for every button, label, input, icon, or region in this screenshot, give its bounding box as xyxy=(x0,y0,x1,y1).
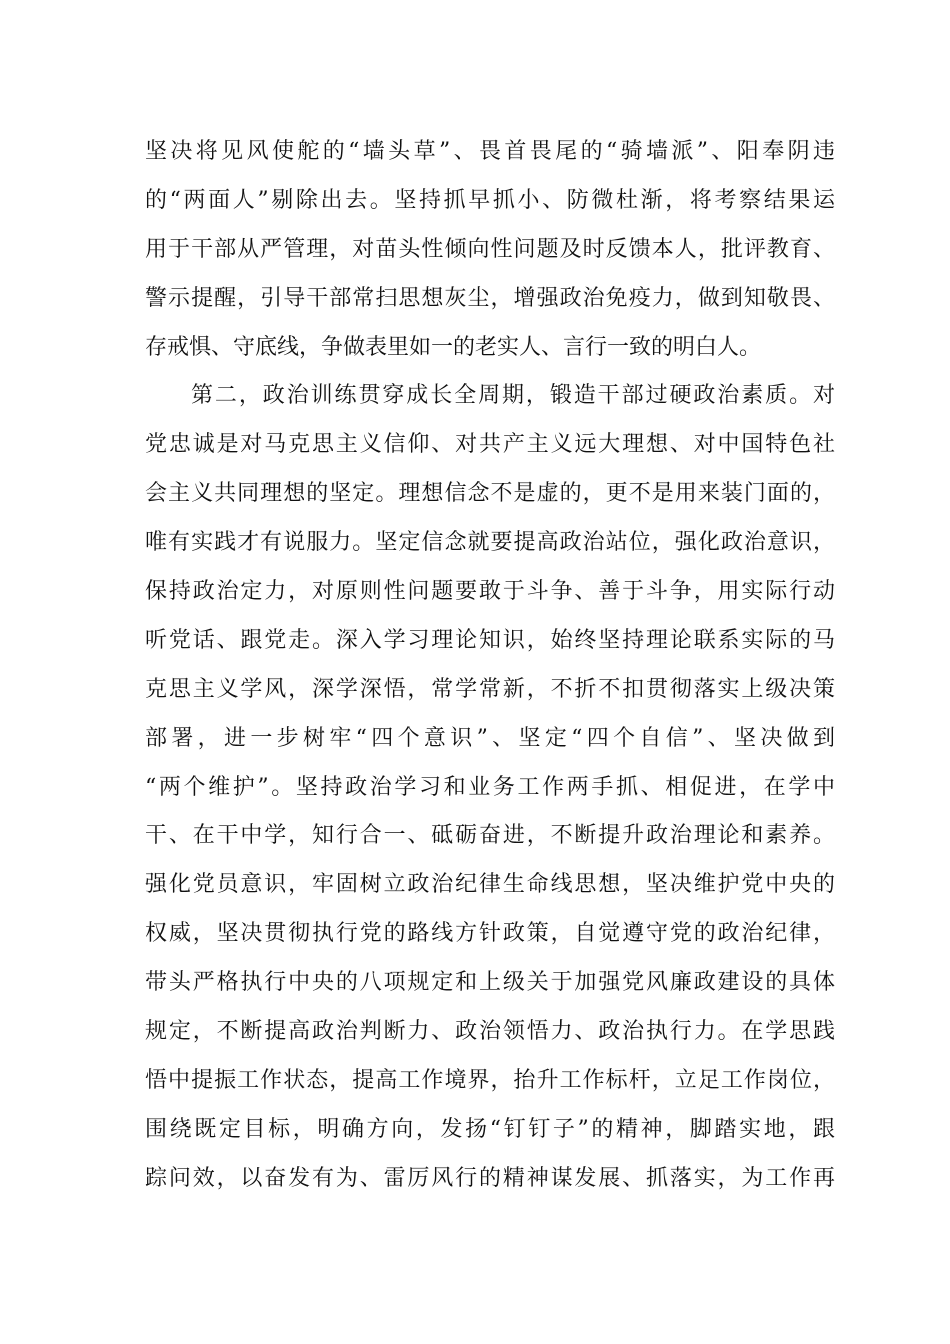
text-line: 强化党员意识，牢固树立政治纪律生命线思想，坚决维护党中央的 xyxy=(145,872,835,898)
text-line: 规定，不断提高政治判断力、政治领悟力、政治执行力。在学思践 xyxy=(145,1019,835,1045)
text-line: 的“两面人”剔除出去。坚持抓早抓小、防微杜渐，将考察结果运 xyxy=(145,187,835,213)
text-line: 踪问效，以奋发有为、雷厉风行的精神谋发展、抓落实，为工作再 xyxy=(145,1165,835,1191)
text-line: 警示提醒，引导干部常扫思想灰尘，增强政治免疫力，做到知敬畏、 xyxy=(145,285,835,311)
paragraph-start-line: 第二，政治训练贯穿成长全周期，锻造干部过硬政治素质。对 xyxy=(191,383,835,409)
text-line: 用于干部从严管理，对苗头性倾向性问题及时反馈本人，批评教育、 xyxy=(145,236,835,262)
text-line: 听党话、跟党走。深入学习理论知识，始终坚持理论联系实际的马 xyxy=(145,627,835,653)
text-line: 权威，坚决贯彻执行党的路线方针政策，自觉遵守党的政治纪律， xyxy=(145,921,835,947)
body-text xyxy=(145,128,835,1204)
text-line: 克思主义学风，深学深悟，常学常新，不折不扣贯彻落实上级决策 xyxy=(145,676,835,702)
text-line: “两个维护”。坚持政治学习和业务工作两手抓、相促进，在学中 xyxy=(145,774,835,800)
paragraph-end-line: 存戒惧、守底线，争做表里如一的老实人、言行一致的明白人。 xyxy=(145,334,762,360)
text-line: 唯有实践才有说服力。坚定信念就要提高政治站位，强化政治意识， xyxy=(145,530,835,556)
text-line: 保持政治定力，对原则性问题要敢于斗争、善于斗争，用实际行动 xyxy=(145,579,835,605)
text-line: 坚决将见风使舵的“墙头草”、畏首畏尾的“骑墙派”、阳奉阴违 xyxy=(145,139,835,164)
text-line: 党忠诚是对马克思主义信仰、对共产主义远大理想、对中国特色社 xyxy=(145,432,835,458)
text-line: 部署，进一步树牢“四个意识”、坚定“四个自信”、坚决做到 xyxy=(145,725,835,751)
text-line: 悟中提振工作状态，提高工作境界，抬升工作标杆，立足工作岗位， xyxy=(145,1067,835,1093)
text-line: 带头严格执行中央的八项规定和上级关于加强党风廉政建设的具体 xyxy=(145,970,835,996)
text-line: 围绕既定目标，明确方向，发扬“钉钉子”的精神，脚踏实地，跟 xyxy=(145,1116,835,1142)
text-line: 会主义共同理想的坚定。理想信念不是虚的，更不是用来装门面的， xyxy=(145,481,835,507)
text-line: 干、在干中学，知行合一、砥砺奋进，不断提升政治理论和素养。 xyxy=(145,823,835,849)
